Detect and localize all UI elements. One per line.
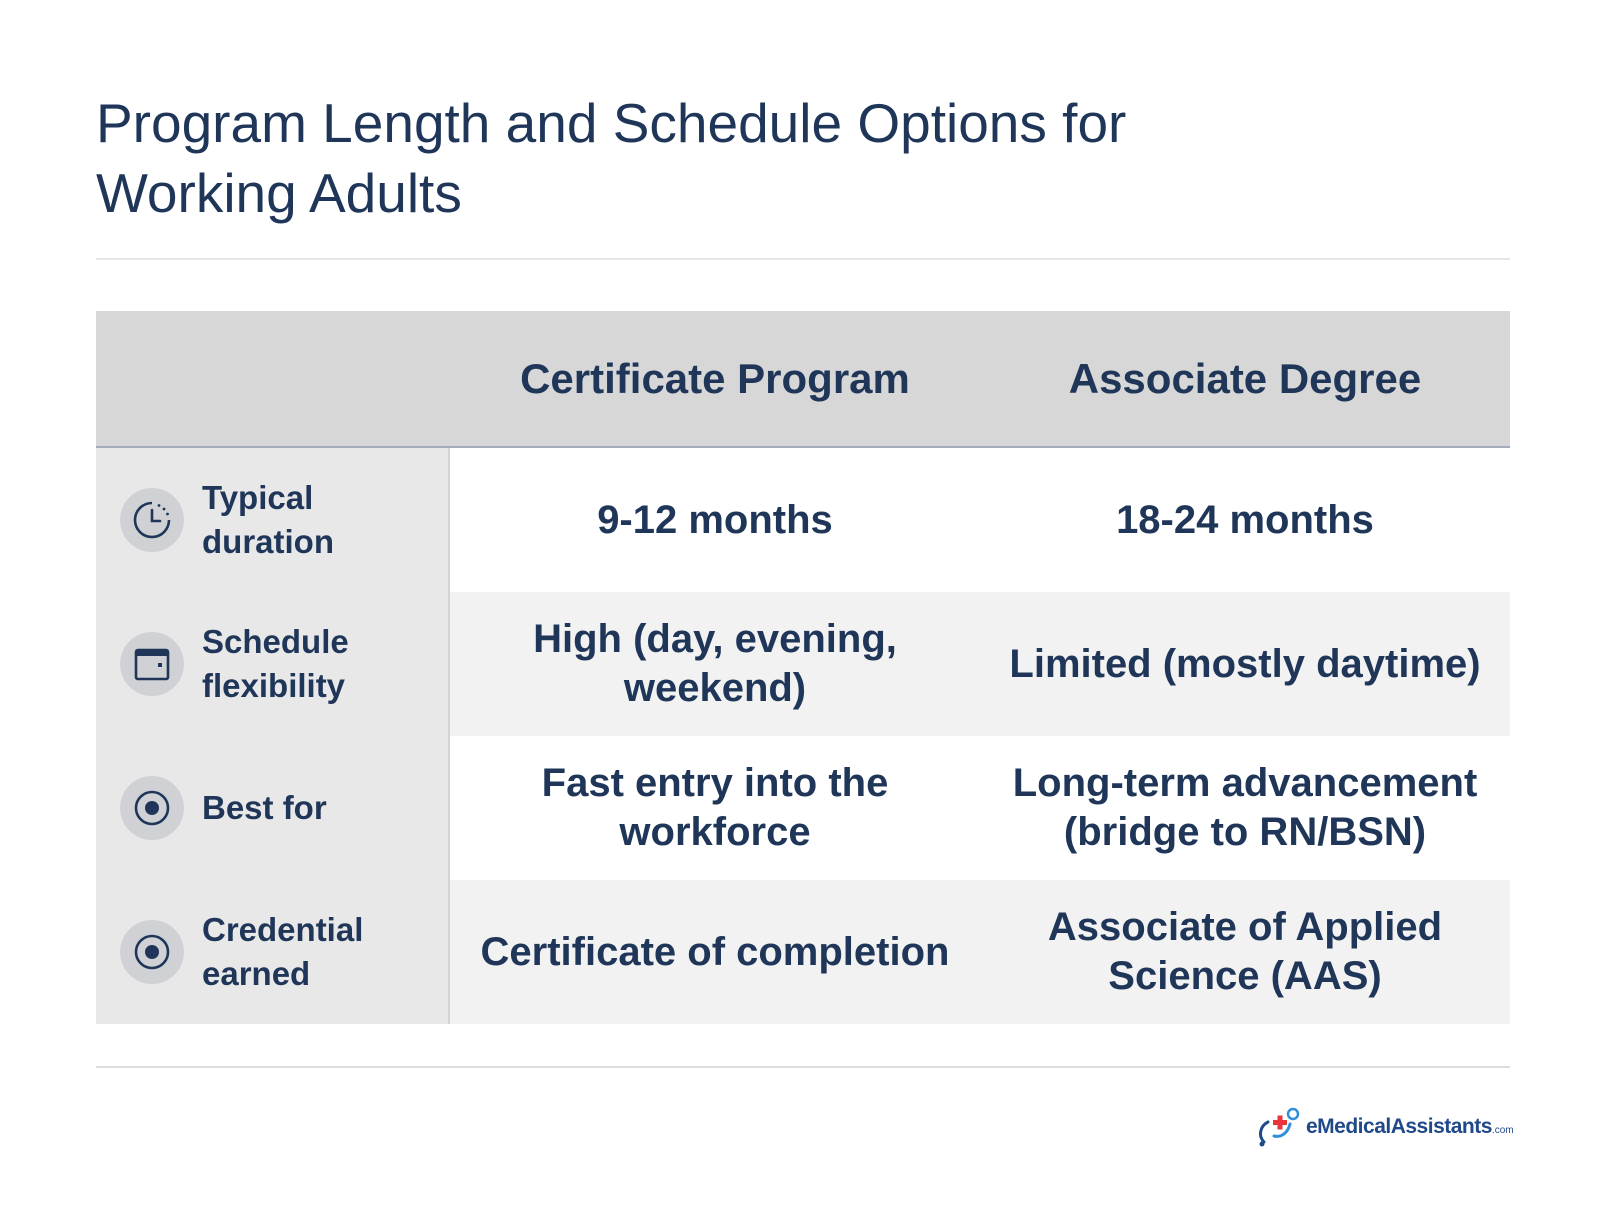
medical-cross-logo-icon: [1256, 1106, 1302, 1148]
brand-logo: [1256, 1106, 1514, 1148]
row-label: Credential earned: [202, 911, 364, 992]
row-label-cell: [96, 880, 450, 1024]
target-icon: [120, 920, 184, 984]
comparison-table: [96, 311, 1510, 1024]
cell-associate: Long-term advancement (bridge to RN/BSN): [980, 736, 1510, 880]
page-title: Program Length and Schedule Options for Working Adults: [96, 92, 1127, 224]
table-row: [96, 448, 1510, 592]
column-header-certificate: Certificate Program: [520, 354, 910, 402]
cell-certificate: High (day, evening, weekend): [450, 592, 980, 736]
cell-certificate: 9-12 months: [450, 448, 980, 592]
calendar-icon: [120, 632, 184, 696]
cell-associate: 18-24 months: [980, 448, 1510, 592]
row-label-cell: [96, 592, 450, 736]
cell-certificate: Fast entry into the workforce: [450, 736, 980, 880]
row-label: Best for: [202, 789, 327, 826]
clock-icon: [120, 488, 184, 552]
cell-associate: Limited (mostly daytime): [980, 592, 1510, 736]
cell-associate: Associate of Applied Science (AAS): [980, 880, 1510, 1024]
row-label-cell: [96, 448, 450, 592]
logo-wordmark: eMedicalAssistants.com: [1306, 1115, 1514, 1138]
row-label: Schedule flexibility: [202, 623, 349, 704]
cell-certificate: Certificate of completion: [450, 880, 980, 1024]
bottom-divider: [96, 1066, 1510, 1068]
column-header-associate: Associate Degree: [1068, 354, 1422, 402]
table-row: [96, 736, 1510, 880]
table-header: [96, 311, 1510, 448]
target-icon: [120, 776, 184, 840]
table-row: [96, 592, 1510, 736]
row-label: Typical duration: [202, 479, 334, 560]
table-row: [96, 880, 1510, 1024]
top-divider: [96, 258, 1510, 260]
row-label-cell: [96, 736, 450, 880]
